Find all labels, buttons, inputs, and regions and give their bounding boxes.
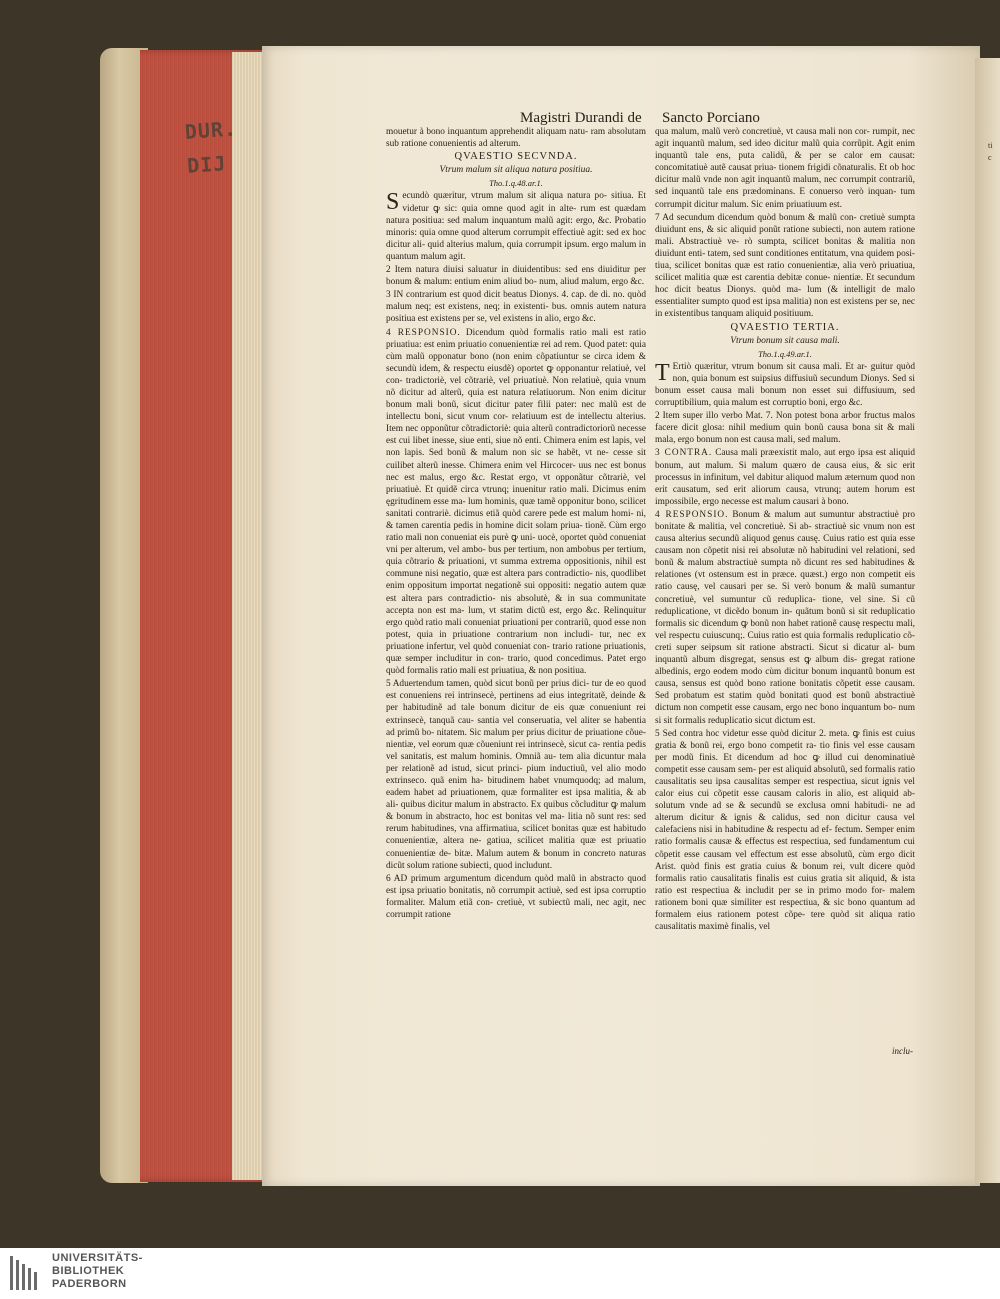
spine-label [184,109,273,185]
facing-mark-2: c [988,153,992,162]
question-2-paragraph-3: 3 IN contrarium est quod dicit beatus Dionys. 4. cap. de di. no. quòd malum neq; est existens, neq; in existenti- bus. omnis autem natura positiua est existens per se, vel existens in alio, ergo &c. [386,290,646,325]
right-text-column [655,126,915,1051]
left-text-column [386,126,646,1046]
question-2-paragraph-1-text: ecundò quæritur, vtrum malum sit aliqua natura po- sitiua. Et videtur ꝙ sic: quia omne quod agit in alte- rum est quædam natura positiua: sed malum inquantum malũ agit: ergo, &c. Probatio minoris: quia omne quod alterum corrumpit effectiuè agit: sed ex hoc dicitur ali- quid alterius malum, quia corrumpit ipsum. ergo malum in quantum malum agit. [386,191,646,262]
question-2-title: QVAESTIO SECVNDA. [454,151,578,163]
right-paragraph-2: 7 Ad secundum dicendum quòd bonum & malũ con- cretiuè sumpta diuidunt ens, & sic aliquid ponũt ratione subiecti, non autem ratione mali. Abstractiuè ve- rò sumpta, scilicet bonitas & malitia non diuidunt enti- tatem, sed sunt conditiones entitatum, vna quidem posi- tiua, scilicet bonitas quæ est ratio conuenientiæ, alia verò priuatiua, scilicet malitia quæ est carentia debitæ conue- nientiæ. Et secundum hoc dicit beatus Dionys. quòd ma- lum (& intelligit de malo essentialiter sumpto quod est ipsa malitia) non est existens per se, nec in existentibus tanquam aliquid positiuum. [655,212,915,320]
library-name-line-3: PADERBORN [52,1278,127,1290]
question-2-paragraph-2: 2 Item natura diuisi saluatur in diuidentibus: sed ens diuiditur per bonum & malum: entium enim aliud bo- num, aliud malum, ergo &c. [386,265,646,288]
responsio-keyword: 4 RESPONSIO. [386,327,461,338]
contra-keyword: 3 CONTRA. [655,448,713,459]
question-2-paragraph-1 [386,190,646,263]
question-3-reference: Tho.1.q.49.ar.1. [758,348,812,359]
library-footer [0,1248,1000,1299]
right-paragraph-1: qua malum, malũ verò concretiuè, vt causa mali non cor- rumpit, nec agit inquantũ malum, sed ideo dicitur malũ quia corrũpit. Agit enim inquantũ tale ens, puta calidũ, & per se calor em causat: concomitatiuè autẽ causat priua- tionem frigidi cõnaturalis. Et ob hoc dicitur malũ vnde non agit inquantũ malum, nec corrumpit contrariũ, sed inquantũ tale ens prædominans. E conuerso verò inquan- tum corrumpit dicitur malum. Sic enim priuatiuum est. [655,127,915,210]
question-3-title: QVAESTIO TERTIA. [730,321,840,333]
question-3-paragraph-3 [655,447,915,507]
question-2-subtitle: Vtrum malum sit aliqua natura positiua. [439,165,593,176]
question-2-paragraph-5: 5 Aduertendum tamen, quòd sicut bonũ per prius dici- tur de eo quod est conueniens rei intrinsecè, pertinens ad eius integritatẽ, deinde & per habitudinẽ ad tale bonum dicitur de eis quæ conueniunt rei extrinsecè, tanquã cau- santia vel conseruatia, vel aliter se habentia ad primũ bo- nitatem. Sic malum per prius dicitur de priuatione cõue- nientiæ, vel eorum quæ cõueniunt rei intrinsecè, sicut ca- rentia pedis vel sanitatis, est malum hominis. Omniã au- tem alia dicuntur mala per relationẽ ad istud, sicut princi- pium inductiuũ, vel alio modo extrinseco. quã enim ha- bitudinem habet vnumquodq; ad malum, eadem habet ad priuationem, quæ formaliter est ipsa malitia, & ab ali- quibus dicitur malum in abstracto. Ex quibus cõcluditur ꝙ malum & bonum in abstracto, hoc est bonitas vel ma- litia nõ sunt res: sed rerum habitudines, vna affirmatiua, scilicet bonitas quæ est habitudo conuenientiæ, altera ne- gatiua, scilicet malitia quæ est priuatio conuenientiæ de- bitæ. Malum autem & bonum in concreto naturas dicũt solum ratione subiecti, quod includunt. [386,679,646,871]
question-2-reference: Tho.1.q.48.ar.1. [489,178,543,189]
question-3-paragraph-4-text: Bonum & malum aut sumuntur abstractiuè pro bonitate & malitia, vel concretiuè. Si ab- stractiuè sic vnum non est causa alterius secundũ aliquod genus causę. Cuius ratio est quia esse causam non cõpetit nisi rei absolutæ nõ habitudini vel relationi, sed bonũ & malum abstractiuè sumpta nõ dicunt res sed habitudines & relationes (vt ostensum est in præce. quæst.) ergo non competit eis ratio causę, vel causari per se. Si verò bonum & malũ sumantur concretiuè, vel sumuntur cũ reduplica- tione, vel sine. Si cũ reduplicatione, vt dicẽdo bonum in- quãtum bonũ si sit reduplicatio formalis sic dicendum ꝙ bonũ non habet rationẽ causę respectu mali, vel respectu cuiuscunq;. Cuius ratio est quia formalis reduplicatio cõ- creti super seipsum sit ratione abstracti. Sicut si dicatur al- bum inquantũ album disgregat, sensus est ꝙ album dis- gregat ratione albedinis, ergo eodem modo cùm dicitur bonum inquantũ bonum est causa, sensus est quòd bono ratione bonitatis cõpetit esse causam. Sed probatum est statim quòd bonitati quod est bonũ abstractiuè dictum non competit esse causam, ergo nec bono inquantum bo- num si sit formalis reduplicatio sicut dictum est. [655,509,915,726]
intro-text: mouetur à bono inquantum apprehendit aliquam natu- ram absolutam sub ratione conuenientis ad alterum. [386,127,646,150]
facing-page-edge [975,58,1000,1183]
facing-mark-1: ti [988,141,993,150]
drop-cap-s: S [386,189,400,216]
question-3-paragraph-5: 5 Sed contra hoc videtur esse quòd dicitur 2. meta. ꝙ finis est cuius gratia & bonũ rei, ergo bono competit ra- tio finis vel esse causam per modũ finis. Et dicendum ad hoc ꝙ illud cui denominatiuè competit esse causam sem- per est aliquid absolutũ, sed formalis ratio causalitatis seu ipsa causalitas semper est respectiua, sicut ignis vel calor eius cui cõpetit esse causam caloris in alio, est aliquid ab- solutum vnde ad se & secundũ se exclusa omni habitudi- ne ad alterum dicitur & ignis & calidus, sed non dicitur causa vel calefaciens nisi in habitudine & respectu ad ef- fectum. Semper enim ratio formalis causæ & effectus est respectiua, sed fundamentum cui cõpetit esse causam vel effectum est esse absolutũ, cùm ergo dicit Arist. quòd finis est gratia cuius & bonum rei, vult dicere quòd formalis ratio causalitatis finalis est cuius gratia sit aliquid, & ista ratio est respectiua & includit per se in primo modo for- malem rationem boni quæ similiter est respectiua, & sic bono quantum ad formalem eius rationem potest cõpe- tere quòd sit aliqua ratio causalitatis maximè finalis, vel [655,728,915,933]
running-head-left: Magistri Durandi de [520,110,642,126]
question-3-paragraph-1 [655,361,915,409]
question-2-paragraph-4-text: Dicendum quòd formalis ratio mali est ratio priuatiua: est enim priuatio conuenientiæ rei ad rem. Quod patet: quia cùm malũ opponatur bono (non enim cõpatiuntur se circa idem & secundù idem, & respectu eiusdẽ) oportet ꝙ opponantur relatiuè, vel con- tradictoriè, vel cõtrariè, vel priuatiuè. Non relatiuè, quia vnum nõ dicitur ad alterũ, quia est natura relatiuorum. Non enim dicitur bonum mali bonũ, sicut dicitur pater filii pater: nec malũ est de intellectu boni, sicut vnum cor- relatiuum est de intellectu alterius. Item nec opponũtur cõtradictoriè: quia alterũ contradictoriorũ necesse est cui libet inesse, siue enti, siue nõ enti. Chimera enim est lapis, vel non lapis. Sed bonũ & malum non sic se habẽt, vt ne- cesse sit cuilibet alterũ inesse. Chimera enim vel Hircocer- uus nec est bonus nec est malus, ergo &c. Restat ergo, vt opponãtur cõtrariè, vel priuatiuè. Et quidẽ circa vtrunq; inuenitur ratio mali. Dicimus enim ęgritudinem esse ma- lum hominis, quæ tamẽ opponitur bono, scilicet sanitati contrariè. dicimus etiã quòd carere pede est malum homi- ni, & tamen carentia pedis in homine dicit solam priua- tionẽ. Cùm ergo ratio mali non conueniat eis purè ꝙ uni- uocè, oportet quòd conueniat vni per alterum, vel ambo- bus per tertium, non ambobus per tertium, quia cõtrario & priuationi, vt summa extrema oppositionis, nihil est commune nisi negatio, quæ est altera pars contradictio- nis, quodlibet enim oppositum importat negationẽ sui oppositi: negatio autem quæ est altera pars contradictio- nis absolutè, & in sua communitate accepta non est ma- lum, vt statim dictũ est, ergo &c. Relinquitur ergo quòd ratio mali conueniat priuationi per contrariũ, quod esse non potest, quia in priuatione contrarium non includi- tur, nec ex priuatione infertur, vel quòd conueniat con- trario ratione priuationis, quæ semper includitur in con- trario, quod concedimus. Patet ergo quòd formalis ratio mali est priuatiua, & non positiua. [386,327,646,677]
question-2-paragraph-4 [386,327,646,678]
library-name-line-1: UNIVERSITÄTS- [52,1252,143,1264]
question-3-paragraph-3-text: Causa mali præexistit malo, aut ergo ipsa est aliquid bonum, aut malum. Si malum quæro de causa eius, & sic erit processus in infinitum, vel dabitur aliquod malum æternum quod non erit causatum, sed erit aliorum causa, vtrunq; autem horum est impossibile, ergo necesse est malum causari à bono. [655,448,915,507]
responsio-keyword-2: 4 RESPONSIO. [655,509,729,520]
spine-label-line-1: DUR. [184,116,238,144]
question-3-paragraph-4 [655,509,915,727]
library-name [52,1252,143,1291]
catchword: inclu- [892,1046,913,1056]
question-2-paragraph-6: 6 AD primum argumentum dicendum quòd malũ in abstracto quod est ipsa priuatio bonitatis, nõ corrumpit actiuè, sed est ipsa corruptio formaliter. Malum etiã con- cretiuè, vt subiectũ mali, nec agit, nec corrumpit ratione [386,873,646,920]
question-3-paragraph-2: 2 Item super illo verbo Mat. 7. Non potest bona arbor fructus malos facere dicit glosa: nihil medium quin bonũ causa bona sit & mali mala, ergo bonum non est causa mali, sed malum. [655,411,915,446]
question-3-subtitle: Vtrum bonum sit causa mali. [730,335,840,346]
facing-page-marks [988,140,992,164]
running-head-right: Sancto Porciano [662,110,760,126]
spine-label-line-2: DIJ [186,151,228,178]
library-logo-icon [10,1256,44,1290]
question-3-paragraph-1-text: Ertiò quæritur, vtrum bonum sit causa mali. Et ar- guitur quòd non, quia bonum est suipsius diffusiuũ secundum Dionys. Sed si bonum esset causa mali bonum non esset sui diffusiuum, sed corruptibilium, quia malum est corruptio boni, ergo &c. [655,361,915,409]
drop-cap-t: T [655,359,670,386]
library-name-line-2: BIBLIOTHEK [52,1265,125,1277]
